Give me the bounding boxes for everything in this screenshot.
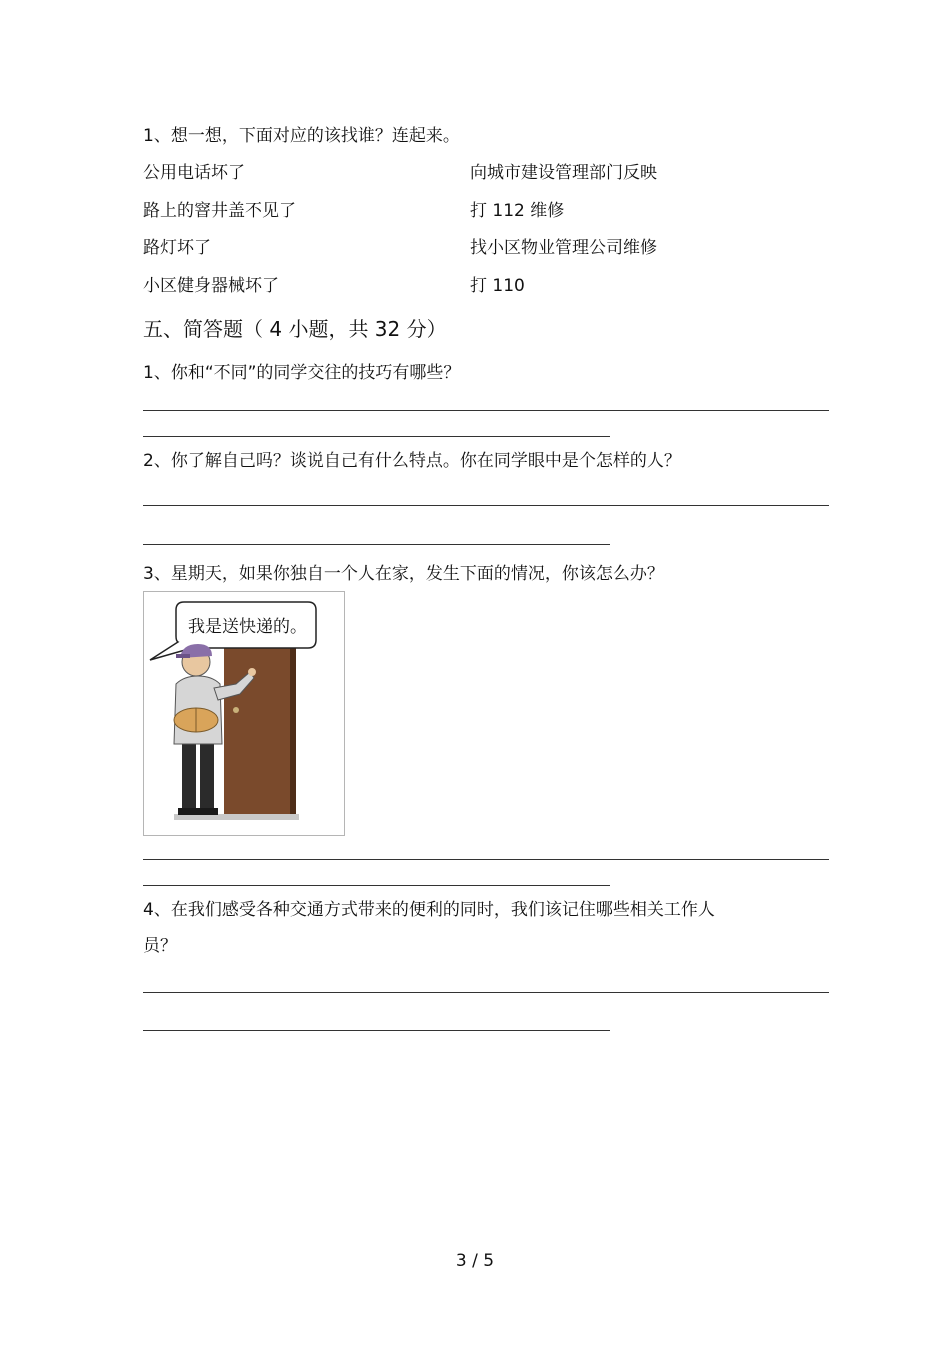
door-frame (290, 632, 296, 817)
answer-line (143, 1030, 610, 1031)
question-4-line-1: 4、在我们感受各种交通方式带来的便利的同时，我们该记住哪些相关工作人 (143, 900, 715, 920)
courier-illustration (143, 591, 345, 836)
matching-right-2: 打 112 维修 (470, 201, 565, 221)
question-4-line-2: 员？ (143, 936, 177, 956)
answer-line (143, 859, 829, 860)
answer-line (143, 436, 610, 437)
answer-line (143, 505, 829, 506)
leg (200, 742, 214, 812)
question-1: 1、你和“不同”的同学交往的技巧有哪些？ (143, 363, 461, 383)
shoe (178, 808, 198, 815)
shoe (198, 808, 218, 815)
leg (182, 742, 196, 812)
matching-right-3: 找小区物业管理公司维修 (470, 238, 657, 258)
cap-brim (176, 654, 190, 658)
matching-right-4: 打 110 (470, 276, 525, 296)
section-title: 五、简答题（ 4 小题，共 32 分） (143, 317, 447, 341)
question-2: 2、你了解自己吗？谈说自己有什么特点。你在同学眼中是个怎样的人？ (143, 451, 681, 471)
page-number: 3 / 5 (455, 1251, 495, 1271)
door (224, 632, 290, 817)
matching-right-1: 向城市建设管理部门反映 (470, 163, 657, 183)
matching-left-1: 公用电话坏了 (143, 163, 245, 183)
answer-line (143, 992, 829, 993)
answer-line (143, 410, 829, 411)
answer-line (143, 885, 610, 886)
speech-bubble-text: 我是送快递的。 (188, 617, 307, 637)
matching-question: 1、想一想，下面对应的该找谁？连起来。 (143, 126, 460, 146)
question-3: 3、星期天，如果你独自一个人在家，发生下面的情况，你该怎么办？ (143, 564, 664, 584)
hand (248, 668, 256, 676)
matching-left-4: 小区健身器械坏了 (143, 276, 279, 296)
matching-left-3: 路灯坏了 (143, 238, 211, 258)
matching-left-2: 路上的窨井盖不见了 (143, 201, 296, 221)
answer-line (143, 544, 610, 545)
door-handle (233, 707, 239, 713)
